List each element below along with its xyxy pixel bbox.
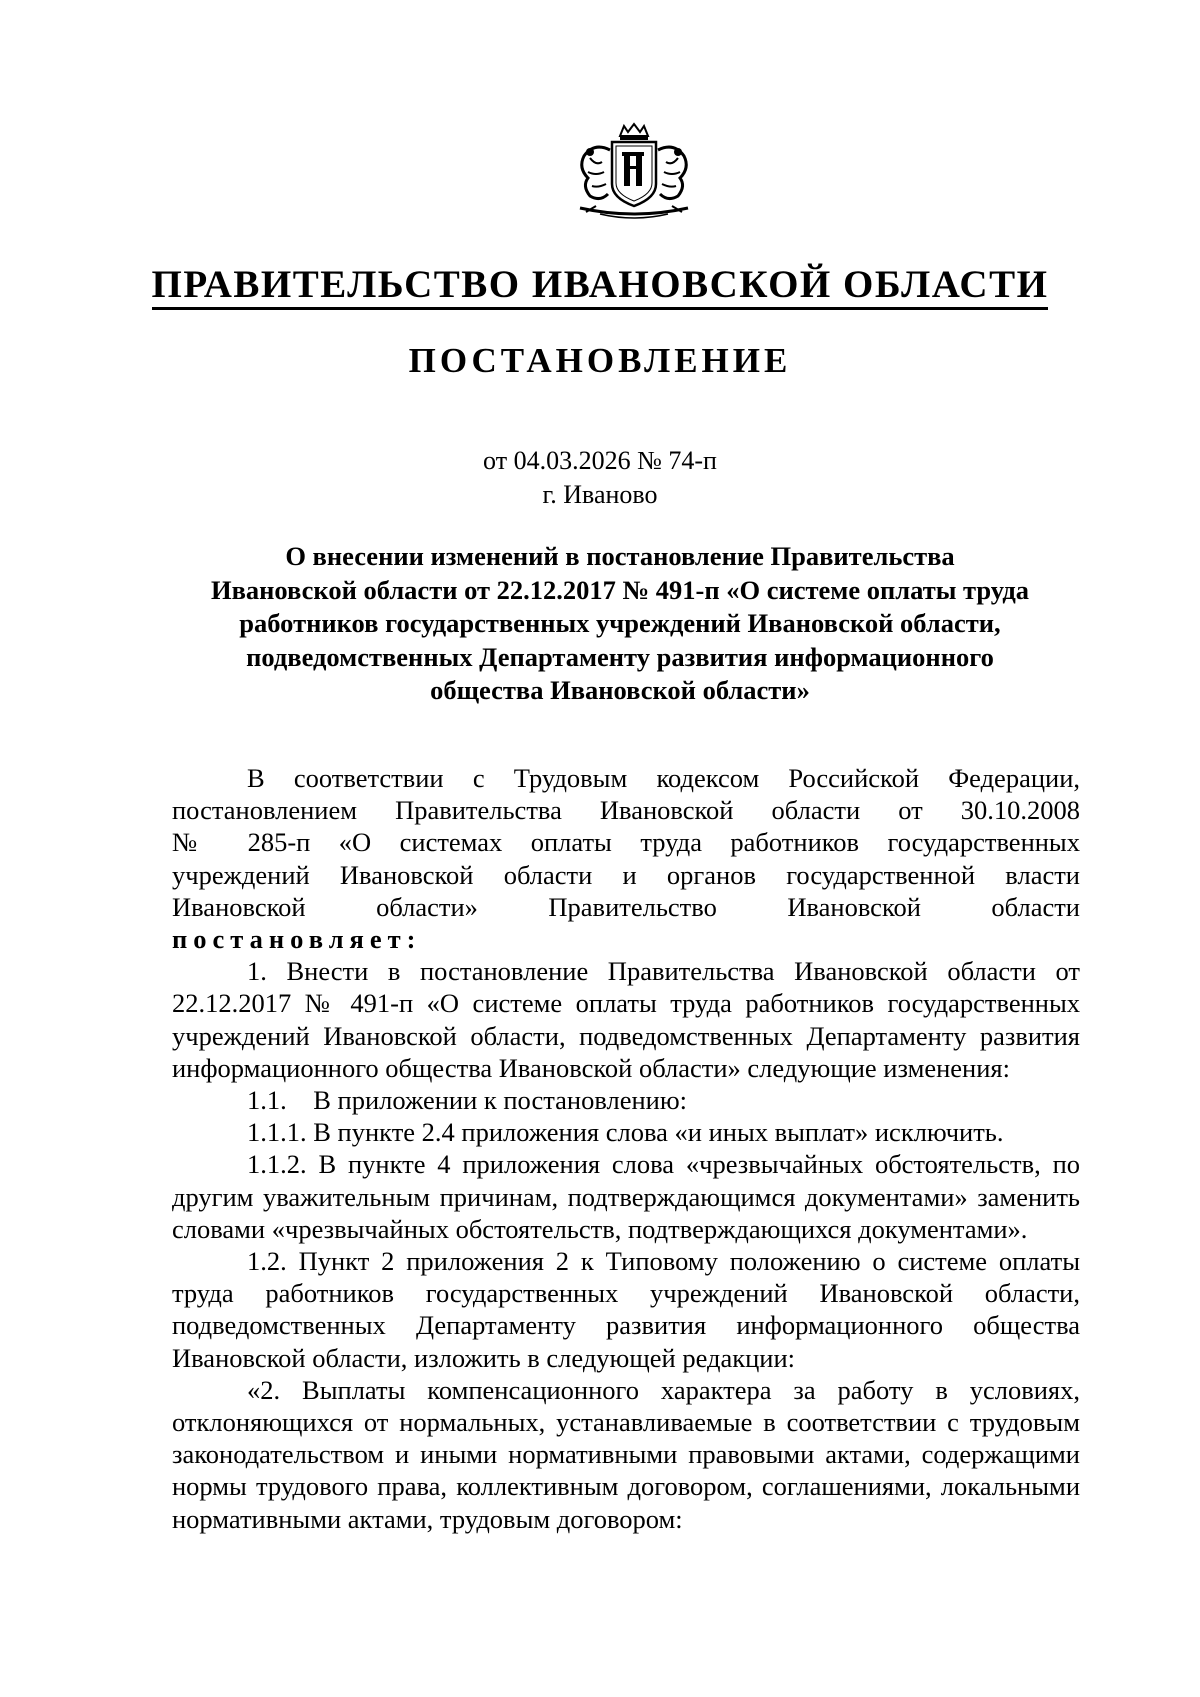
preamble-line: В соответствии с Трудовым кодексом Российской Федерации,: [247, 763, 1080, 793]
preamble-line: учреждений Ивановской области и органов государственной власти: [172, 859, 1080, 890]
government-name-text: ПРАВИТЕЛЬСТВО ИВАНОВСКОЙ ОБЛАСТИ: [152, 263, 1049, 310]
resolves-word: постановляет:: [172, 924, 422, 955]
preamble-line: № 285-п «О системах оплаты труда работников государственных: [172, 827, 1080, 858]
document-city: г. Иваново: [542, 480, 658, 509]
title-line: общества Ивановской области»: [430, 675, 810, 705]
document-title: [170, 540, 1070, 708]
preamble-line: постановлением Правительства Ивановской области от 30.10.2008: [172, 795, 1080, 826]
title-line: О внесении изменений в постановление Правительства: [285, 541, 955, 571]
document-date-number: от 04.03.2026 № 74-п: [483, 446, 717, 475]
preamble-line: Ивановской области» Правительство Ивановской области: [172, 891, 1080, 922]
government-name: [0, 262, 1200, 307]
paragraph-item-1-1: 1.1. В приложении к постановлению:: [247, 1085, 687, 1116]
paragraph-quote-2: «2. Выплаты компенсационного характера за работу в условиях, отклоняющихся от нормальных, устанавливаемые в соответствии с трудовым законодательством и иными нормативными правовыми актами, содержащими нормы трудового права, коллективным договором, соглашениями, локальными нормативными актами, трудовым договором:: [172, 1374, 1080, 1534]
coat-of-arms-icon: [560, 122, 708, 222]
title-line: работников государственных учреждений Ивановской области,: [239, 608, 1001, 638]
paragraph-item-1: 1. Внести в постановление Правительства Ивановской области от 22.12.2017 № 491-п «О системе оплаты труда работников государственных учреждений Ивановской области, подведомственных Департаменту развития информационного общества Ивановской области» следующие изменения:: [172, 956, 1080, 1083]
title-line: Ивановской области от 22.12.2017 № 491-п «О системе оплаты труда: [210, 574, 1029, 605]
paragraph-item-1-2: 1.2. Пункт 2 приложения 2 к Типовому положению о системе оплаты труда работников государственных учреждений Ивановской области, подведомственных Департаменту развития информационного общества Ивановской области, изложить в следующей редакции:: [172, 1246, 1080, 1373]
paragraph-item-1-1-2: 1.1.2. В пункте 4 приложения слова «чрезвычайных обстоятельств, по другим уважительным причинам, подтверждающимся документами» заменить словами «чрезвычайных обстоятельств, подтверждающихся документами».: [172, 1149, 1080, 1244]
paragraph-item-1-1-1: 1.1.1. В пункте 2.4 приложения слова «и иных выплат» исключить.: [247, 1117, 1004, 1148]
title-line: подведомственных Департаменту развития информационного: [246, 641, 994, 672]
document-body: [172, 762, 1080, 1535]
document-type: ПОСТАНОВЛЕНИЕ: [408, 341, 792, 380]
